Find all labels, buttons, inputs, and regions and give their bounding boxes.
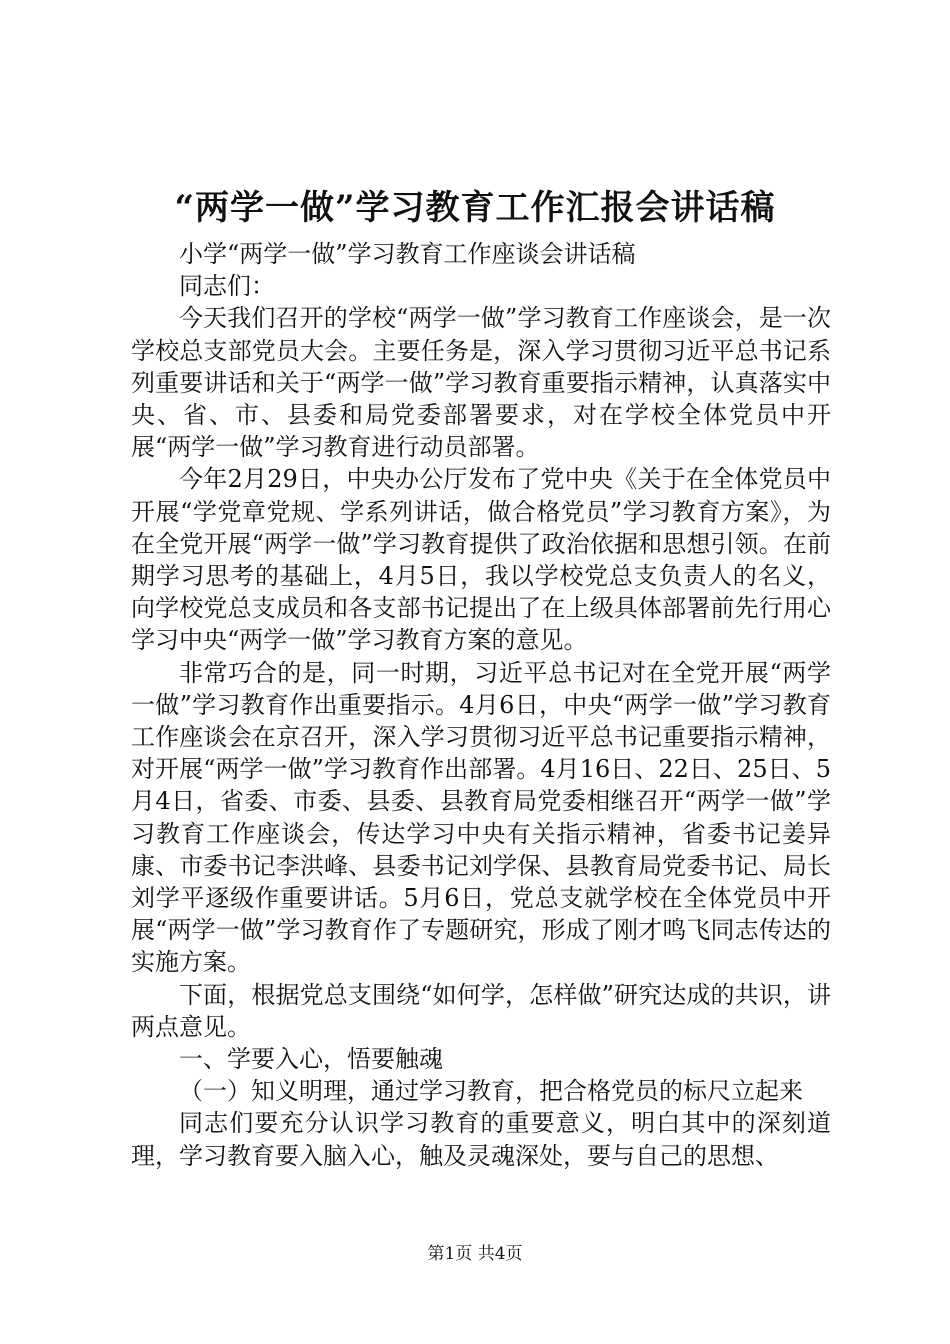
body-paragraph: 今天我们召开的学校“两学一做”学习教育工作座谈会，是一次学校总支部党员大会。主要任务是，深入学习贯彻习近平总书记系列重要讲话和关于“两学一做”学习教育重要指示精神，认真落实中央、省、市、县委和局党委部署要求，对在学校全体党员中开展“两学一做”学习教育进行动员部署。 [131, 304, 831, 462]
body-paragraph: 今年2月29日，中央办公厅发布了党中央《关于在全体党员中开展“学党章党规、学系列讲话，做合格党员”学习教育方案》，为在全党开展“两学一做”学习教育提供了政治依据和思想引领。在前期学习思考的基础上，4月5日，我以学校党总支负责人的名义，向学校党总支成员和各支部书记提出了在上级具体部署前先行用心学习中央“两学一做”学习教育方案的意见。 [131, 465, 831, 655]
page-footer: 第1页 共4页 [427, 1244, 523, 1264]
document-body [131, 238, 831, 1172]
document-title: “两学一做”学习教育工作汇报会讲话稿 [174, 188, 776, 228]
body-paragraph: 下面，根据党总支围绕“如何学，怎样做”研究达成的共识，讲两点意见。 [131, 980, 831, 1041]
subtitle-paragraph: 小学“两学一做”学习教育工作座谈会讲话稿 [179, 240, 636, 268]
subsection-heading: （一）知义明理，通过学习教育，把合格党员的标尺立起来 [179, 1077, 803, 1106]
body-paragraph: 非常巧合的是，同一时期，习近平总书记对在全党开展“两学一做”学习教育作出重要指示。4月6日，中央“两学一做”学习教育工作座谈会在京召开，深入学习贯彻习近平总书记重要指示精神，对开展“两学一做”学习教育作出部署。4月16日、22日、25日、5月4日，省委、市委、县委、县教育局党委相继召开“两学一做”学习教育工作座谈会，传达学习中央有关指示精神，省委书记姜异康、市委书记李洪峰、县委书记刘学保、县教育局党委书记、局长刘学平逐级作重要讲话。5月6日，党总支就学校在全体党员中开展“两学一做”学习教育作了专题研究，形成了刚才鸣飞同志传达的实施方案。 [131, 658, 831, 977]
section-heading: 一、学要入心，悟要触魂 [179, 1045, 443, 1074]
body-paragraph: 同志们要充分认识学习教育的重要意义，明白其中的深刻道理，学习教育要入脑入心，触及灵魂深处，要与自己的思想、 [131, 1109, 831, 1170]
salutation-paragraph: 同志们： [179, 272, 275, 301]
